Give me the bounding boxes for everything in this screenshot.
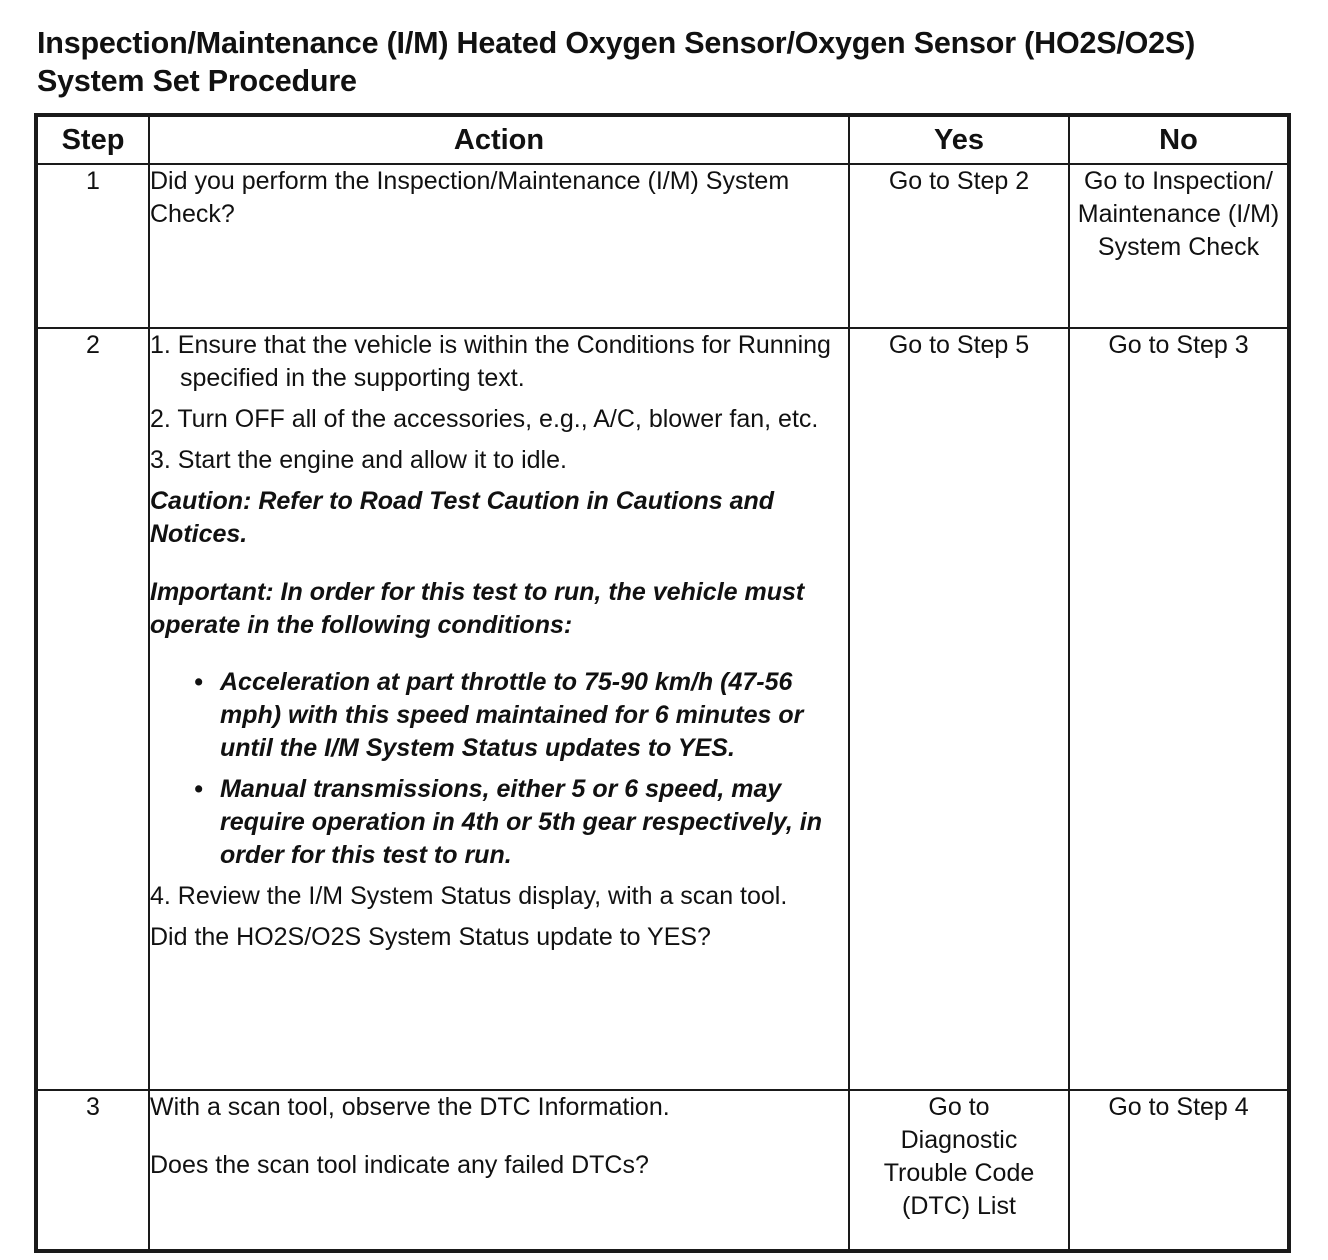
procedure-table: [34, 113, 1291, 1253]
action-cell: [149, 164, 849, 328]
document-title: [37, 24, 1322, 100]
action-question: Did the HO2S/O2S System Status update to YES?: [150, 923, 711, 951]
step-number: 1: [36, 164, 149, 328]
step-number: 3: [36, 1090, 149, 1251]
table-row: [36, 164, 1289, 328]
important-note: Important: In order for this test to run, the vehicle must operate in the following conditions:: [150, 578, 805, 639]
no-cell: [1069, 164, 1289, 328]
bullet-icon: •: [194, 775, 203, 803]
yes-cell: [849, 1090, 1069, 1251]
action-instruction: With a scan tool, observe the DTC Information.: [150, 1093, 670, 1121]
condition-bullet-2: [150, 773, 848, 872]
no-cell-text: Go to Inspection/Maintenance (I/M) System Check: [1077, 167, 1280, 261]
header-row: [36, 115, 1289, 164]
action-cell: [149, 1090, 849, 1251]
action-item-3: 3. Start the engine and allow it to idle.: [150, 446, 567, 474]
header-no: No: [1069, 115, 1289, 164]
title-line-2: System Set Procedure: [37, 64, 357, 98]
action-question: Did you perform the Inspection/Maintenance (I/M) System Check?: [150, 167, 790, 228]
action-cell: [149, 328, 849, 1090]
header-action: Action: [149, 115, 849, 164]
condition-text-1: Acceleration at part throttle to 75-90 km/h (47-56 mph) with this speed maintained for 6 minutes or until the I/M System Status updates to YES.: [220, 668, 804, 762]
no-cell: Go to Step 3: [1069, 328, 1289, 1090]
condition-text-2: Manual transmissions, either 5 or 6 speed, may require operation in 4th or 5th gear respectively, in order for this test to run.: [220, 775, 823, 869]
step-number: 2: [36, 328, 149, 1090]
header-step: Step: [36, 115, 149, 164]
bullet-icon: •: [194, 668, 203, 696]
yes-cell-text: Go to Diagnostic Trouble Code (DTC) List: [883, 1093, 1035, 1220]
table-row: [36, 1090, 1289, 1251]
action-item-1: 1. Ensure that the vehicle is within the Conditions for Running specified in the supporting text.: [150, 331, 831, 392]
action-item-2: 2. Turn OFF all of the accessories, e.g., A/C, blower fan, etc.: [150, 405, 819, 433]
action-question: Does the scan tool indicate any failed DTCs?: [150, 1151, 649, 1179]
header-yes: Yes: [849, 115, 1069, 164]
action-item-4: 4. Review the I/M System Status display, with a scan tool.: [150, 882, 788, 910]
title-line-1: Inspection/Maintenance (I/M) Heated Oxygen Sensor/Oxygen Sensor (HO2S/O2S): [37, 26, 1196, 60]
no-cell: Go to Step 4: [1069, 1090, 1289, 1251]
yes-cell: Go to Step 2: [849, 164, 1069, 328]
table-row: [36, 328, 1289, 1090]
yes-cell: Go to Step 5: [849, 328, 1069, 1090]
caution-note: Caution: Refer to Road Test Caution in Cautions and Notices.: [150, 487, 775, 548]
condition-bullet-1: [150, 666, 848, 765]
